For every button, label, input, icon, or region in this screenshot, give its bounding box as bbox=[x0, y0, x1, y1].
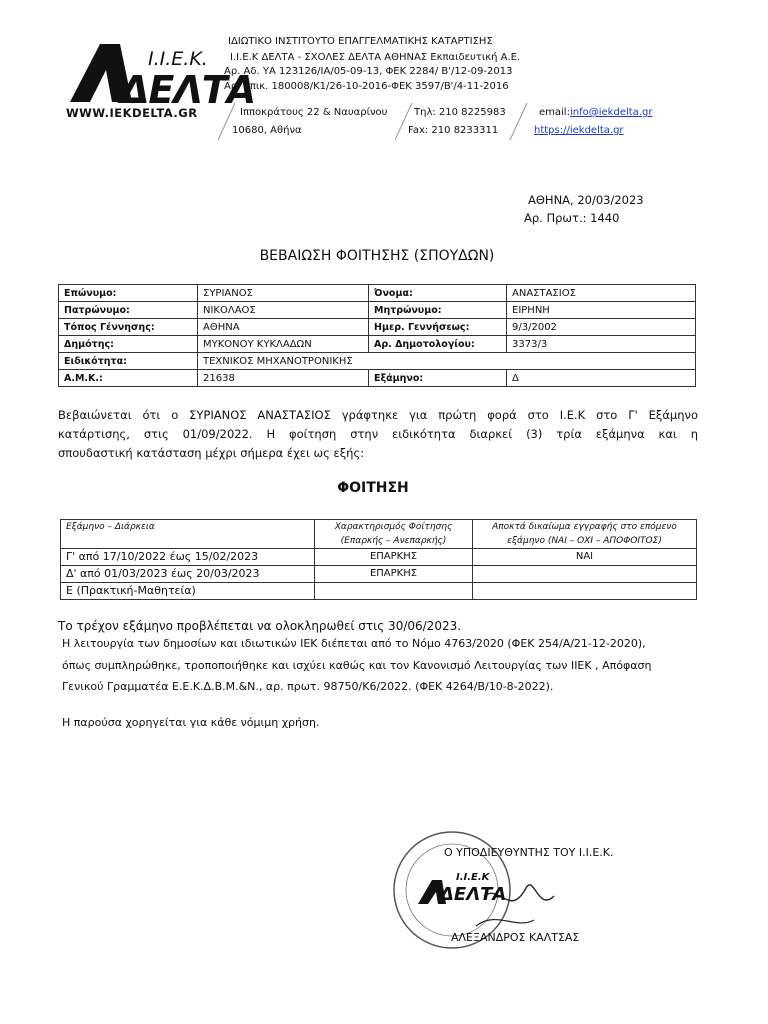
col-header-status-line1: Χαρακτηρισμός Φοίτησης bbox=[334, 522, 453, 532]
stamp-name: ΔΕΛΤΑ bbox=[440, 884, 507, 905]
closing-statement: Η παρούσα χορηγείται για κάθε νόμιμη χρήση. bbox=[62, 716, 320, 729]
row-next: ΝΑΙ bbox=[473, 549, 697, 566]
student-info-table bbox=[58, 284, 696, 387]
registry-value: 3373/3 bbox=[507, 336, 696, 353]
signatory-role: Ο ΥΠΟΔΙΕΥΘΥΝΤΗΣ ΤΟΥ Ι.Ι.Ε.Κ. bbox=[444, 846, 614, 859]
father-value: ΝΙΚΟΛΑΟΣ bbox=[198, 302, 369, 319]
row-period: Δ' από 01/03/2023 έως 20/03/2023 bbox=[61, 566, 315, 583]
certification-paragraph bbox=[58, 406, 698, 463]
registry-label: Αρ. Δημοτολογίου: bbox=[369, 336, 507, 353]
row-next bbox=[473, 583, 697, 600]
law-line-1: Η λειτουργία των δημοσίων και ιδιωτικών ΙΕΚ διέπεται από το Νόμο 4763/2020 (ΦΕΚ 254/Α/21-12-2020), bbox=[62, 637, 646, 650]
name-label: Όνομα: bbox=[369, 285, 507, 302]
paragraph-line: Βεβαιώνεται ότι ο ΣΥΡΙΑΝΟΣ ΑΝΑΣΤΑΣΙΟΣ γράφτηκε για πρώτη φορά στο Ι.Ε.Κ στο Γ' Εξάμηνο bbox=[58, 408, 698, 422]
address-line-2: 10680, Αθήνα bbox=[232, 125, 302, 136]
surname-value: ΣΥΡΙΑΝΟΣ bbox=[198, 285, 369, 302]
header-line-3: Αρ. Αδ. ΥΑ 123126/ΙΑ/05-09-13, ΦΕΚ 2284/ Β'/12-09-2013 bbox=[224, 66, 513, 77]
row-next bbox=[473, 566, 697, 583]
semesters-table bbox=[60, 519, 697, 600]
date-line: ΑΘΗΝΑ, 20/03/2023 bbox=[528, 193, 644, 207]
address-line-1: Ιπποκράτους 22 & Ναυαρίνου bbox=[240, 107, 388, 118]
col-header-next-line1: Αποκτά δικαίωμα εγγραφής στο επόμενο bbox=[492, 522, 677, 532]
phone: Τηλ: 210 8225983 bbox=[414, 107, 506, 118]
row-status: ΕΠΑΡΚΗΣ bbox=[315, 549, 473, 566]
municipality-label: Δημότης: bbox=[59, 336, 198, 353]
paragraph-line: κατάρτισης, στις 01/09/2022. Η φοίτηση στην ειδικότητα διαρκεί (3) τρία εξάμηνα και η bbox=[58, 427, 698, 441]
row-period: Ε (Πρακτική-Μαθητεία) bbox=[61, 583, 315, 600]
table-row bbox=[59, 336, 696, 353]
table-row bbox=[59, 353, 696, 370]
table-row bbox=[61, 583, 697, 600]
specialty-label: Ειδικότητα: bbox=[59, 353, 198, 370]
email-link[interactable]: info@iekdelta.gr bbox=[570, 107, 653, 118]
law-line-3: Γενικού Γραμματέα Ε.Ε.Κ.Δ.Β.Μ.&Ν., αρ. πρωτ. 98750/Κ6/2022. (ΦΕΚ 4264/Β/10-8-2022). bbox=[62, 680, 554, 693]
table-row bbox=[59, 302, 696, 319]
col-header-next bbox=[473, 520, 697, 549]
table-row bbox=[59, 370, 696, 387]
fax: Fax: 210 8233311 bbox=[408, 125, 499, 136]
col-header-semester: Εξάμηνο – Διάρκεια bbox=[61, 520, 315, 549]
name-value: ΑΝΑΣΤΑΣΙΟΣ bbox=[507, 285, 696, 302]
table-header-row bbox=[61, 520, 697, 549]
header-line-2: Ι.Ι.Ε.Κ ΔΕΛΤΑ - ΣΧΟΛΕΣ ΔΕΛΤΑ ΑΘΗΝΑΣ Εκπαιδευτική Α.Ε. bbox=[230, 52, 521, 63]
mother-value: ΕΙΡΗΝΗ bbox=[507, 302, 696, 319]
document-title: ΒΕΒΑΙΩΣΗ ΦΟΙΤΗΣΗΣ (ΣΠΟΥΔΩΝ) bbox=[259, 248, 495, 264]
row-status bbox=[315, 583, 473, 600]
header-line-1: ΙΔΙΩΤΙΚΟ ΙΝΣΤΙΤΟΥΤΟ ΕΠΑΓΓΕΛΜΑΤΙΚΗΣ ΚΑΤΑΡΤΙΣΗΣ bbox=[228, 36, 493, 47]
row-period: Γ' από 17/10/2022 έως 15/02/2023 bbox=[61, 549, 315, 566]
paragraph-line: σπουδαστική κατάσταση μέχρι σήμερα έχει ως εξής: bbox=[58, 446, 365, 460]
birthdate-value: 9/3/2002 bbox=[507, 319, 696, 336]
col-header-status bbox=[315, 520, 473, 549]
birthplace-value: ΑΘΗΝΑ bbox=[198, 319, 369, 336]
logo-abbr: I.I.E.K. bbox=[148, 48, 208, 70]
table-row bbox=[59, 319, 696, 336]
header-line-4: Αρ. Επικ. 180008/Κ1/26-10-2016-ΦΕΚ 3597/Β'/4-11-2016 bbox=[224, 81, 509, 92]
stamp-abbr: Ι.Ι.Ε.Κ bbox=[456, 872, 490, 883]
surname-label: Επώνυμο: bbox=[59, 285, 198, 302]
amk-value: 21638 bbox=[198, 370, 369, 387]
municipality-value: ΜΥΚΟΝΟΥ ΚΥΚΛΑΔΩΝ bbox=[198, 336, 369, 353]
row-status: ΕΠΑΡΚΗΣ bbox=[315, 566, 473, 583]
col-header-next-line2: εξάμηνο (ΝΑΙ – ΟΧΙ – ΑΠΟΦΟΙΤΟΣ) bbox=[507, 536, 662, 546]
birthdate-label: Ημερ. Γεννήσεως: bbox=[369, 319, 507, 336]
logo-name: ΔΕΛΤΑ bbox=[120, 68, 256, 112]
amk-label: Α.Μ.Κ.: bbox=[59, 370, 198, 387]
table-row bbox=[61, 549, 697, 566]
logo-website: WWW.IEKDELTA.GR bbox=[66, 106, 198, 120]
specialty-value: ΤΕΧΝΙΚΟΣ ΜΗΧΑΝΟΤΡΟΝΙΚΗΣ bbox=[198, 353, 696, 370]
col-header-status-line2: (Επαρκής – Ανεπαρκής) bbox=[340, 536, 447, 546]
semester-label: Εξάμηνο: bbox=[369, 370, 507, 387]
father-label: Πατρώνυμο: bbox=[59, 302, 198, 319]
table-row bbox=[59, 285, 696, 302]
birthplace-label: Τόπος Γέννησης: bbox=[59, 319, 198, 336]
signatory-name: ΑΛΕΞΑΝΔΡΟΣ ΚΑΛΤΣΑΣ bbox=[451, 931, 580, 944]
mother-label: Μητρώνυμο: bbox=[369, 302, 507, 319]
institute-logo bbox=[62, 40, 256, 122]
website-link[interactable]: https://iekdelta.gr bbox=[534, 125, 624, 136]
table-row bbox=[61, 566, 697, 583]
protocol-number: Αρ. Πρωτ.: 1440 bbox=[524, 211, 620, 225]
email-label: email: bbox=[539, 107, 570, 118]
attendance-title: ΦΟΙΤΗΣΗ bbox=[337, 480, 409, 496]
law-line-2: όπως συμπληρώθηκε, τροποποιήθηκε και ισχύει καθώς και τον Κανονισμό Λειτουργίας των ΙΙΕΚ , Απόφαση bbox=[62, 659, 652, 672]
semester-value: Δ bbox=[507, 370, 696, 387]
expected-completion: Το τρέχον εξάμηνο προβλέπεται να ολοκληρωθεί στις 30/06/2023. bbox=[58, 619, 462, 633]
